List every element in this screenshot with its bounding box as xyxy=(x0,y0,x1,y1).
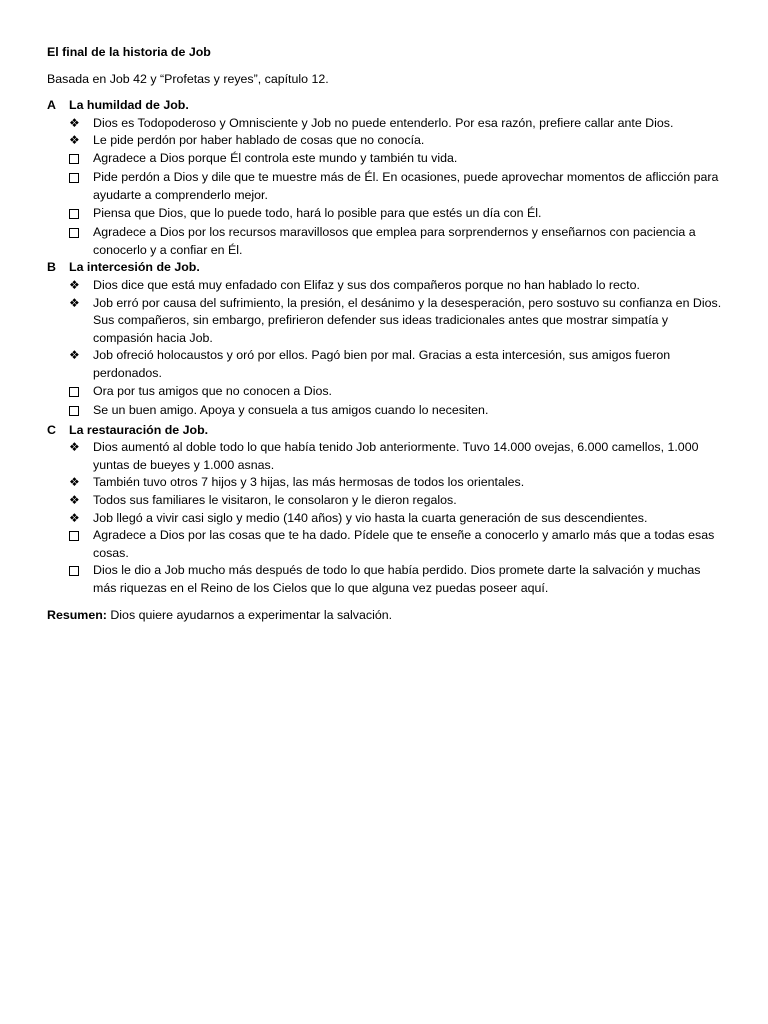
summary-text: Dios quiere ayudarnos a experimentar la salvación. xyxy=(110,607,393,622)
list-item xyxy=(47,527,727,562)
list-item xyxy=(47,383,727,403)
section-heading-text: La intercesión de Job. xyxy=(69,260,200,275)
list-item xyxy=(47,115,727,133)
section-item-list xyxy=(47,277,727,422)
list-item xyxy=(47,295,727,348)
list-item-text: Dios aumentó al doble todo lo que había tenido Job anteriormente. Tuvo 14.000 ovejas, 6.000 camellos, 1.000 yuntas de bueyes y 1.000 asnas. xyxy=(93,440,699,472)
section-item-list xyxy=(47,439,727,597)
section-heading xyxy=(47,422,727,440)
section-heading xyxy=(47,97,727,115)
section-item-list xyxy=(47,115,727,260)
list-item xyxy=(47,205,727,225)
summary xyxy=(47,606,727,624)
list-item-text: Job erró por causa del sufrimiento, la presión, el desánimo y la desesperación, pero sostuvo su confianza en Dios. Sus compañeros, sin embargo, prefirieron defender sus ideas tradicionales antes que mostrar simpatía y compasión hacia Job. xyxy=(93,295,722,345)
diamond-bullet-icon: ❖ xyxy=(69,133,80,148)
checkbox-icon xyxy=(69,224,93,259)
list-item xyxy=(47,439,727,474)
list-item-text: Agradece a Dios porque Él controla este mundo y también tu vida. xyxy=(93,150,458,165)
list-item xyxy=(47,347,727,382)
section-heading xyxy=(47,259,727,277)
sections-container xyxy=(47,97,727,598)
list-item-text: Dios le dio a Job mucho más después de todo lo que había perdido. Dios promete darte la salvación y muchas más riquezas en el Reino de los Cielos que lo que alguna vez puedas poseer aquí. xyxy=(93,563,701,596)
list-item-text: Todos sus familiares le visitaron, le consolaron y le dieron regalos. xyxy=(93,493,457,508)
list-item-text: También tuvo otros 7 hijos y 3 hijas, las más hermosas de todos los orientales. xyxy=(93,475,525,490)
list-item-text: Le pide perdón por haber hablado de cosas que no conocía. xyxy=(93,133,425,148)
summary-label: Resumen: xyxy=(47,607,107,622)
checkbox-icon xyxy=(69,205,93,225)
list-item xyxy=(47,562,727,597)
diamond-bullet-icon: ❖ xyxy=(69,493,80,508)
page-subtitle: Basada en Job 42 y “Profetas y reyes”, capítulo 12. xyxy=(47,72,329,86)
page-title: El final de la historia de Job xyxy=(47,45,211,59)
checkbox-icon xyxy=(69,169,93,204)
list-item-text: Pide perdón a Dios y dile que te muestre más de Él. En ocasiones, puede aprovechar momentos de aflicción para ayudarte a comprenderlo mejor. xyxy=(93,170,719,202)
list-item xyxy=(47,402,727,422)
list-item xyxy=(47,474,727,492)
list-item-text: Job llegó a vivir casi siglo y medio (140 años) y vio hasta la cuarta generación de sus descendientes. xyxy=(93,510,648,525)
checkbox-icon xyxy=(69,383,93,403)
checkbox-icon xyxy=(69,562,93,597)
section-heading-text: La restauración de Job. xyxy=(69,422,209,437)
list-item-text: Job ofreció holocaustos y oró por ellos. Pagó bien por mal. Gracias a esta intercesión, sus amigos fueron perdonados. xyxy=(93,348,671,380)
list-item xyxy=(47,132,727,150)
list-item xyxy=(47,510,727,528)
section-letter: A xyxy=(47,98,56,112)
section-heading-text: La humildad de Job. xyxy=(69,98,189,112)
diamond-bullet-icon: ❖ xyxy=(69,295,80,310)
list-item-text: Dios dice que está muy enfadado con Elifaz y sus dos compañeros porque no han hablado lo recto. xyxy=(93,277,640,292)
list-item-text: Agradece a Dios por las cosas que te ha dado. Pídele que te enseñe a conocerlo y amarlo más que a todas esas cosas. xyxy=(93,528,715,560)
list-item-text: Agradece a Dios por los recursos maravillosos que emplea para sorprendernos y enseñarnos con paciencia a conocerlo y a confiar en Él. xyxy=(93,225,696,257)
list-item-text: Dios es Todopoderoso y Omnisciente y Job no puede entenderlo. Por esa razón, prefiere callar ante Dios. xyxy=(93,115,674,130)
list-item-text: Piensa que Dios, que lo puede todo, hará lo posible para que estés un día con Él. xyxy=(93,205,542,220)
checkbox-icon xyxy=(69,150,93,170)
diamond-bullet-icon: ❖ xyxy=(69,277,80,292)
list-item xyxy=(47,224,727,259)
diamond-bullet-icon: ❖ xyxy=(69,115,80,130)
checkbox-icon xyxy=(69,402,93,422)
diamond-bullet-icon: ❖ xyxy=(69,348,80,363)
checkbox-icon xyxy=(69,527,93,562)
diamond-bullet-icon: ❖ xyxy=(69,475,80,490)
list-item xyxy=(47,150,727,170)
list-item xyxy=(47,492,727,510)
diamond-bullet-icon: ❖ xyxy=(69,440,80,455)
list-item-text: Se un buen amigo. Apoya y consuela a tus amigos cuando lo necesiten. xyxy=(93,403,489,418)
list-item xyxy=(47,277,727,295)
document-content xyxy=(47,43,727,624)
list-item xyxy=(47,169,727,204)
diamond-bullet-icon: ❖ xyxy=(69,510,80,525)
list-item-text: Ora por tus amigos que no conocen a Dios. xyxy=(93,383,332,398)
section-letter: C xyxy=(47,422,56,437)
section-letter: B xyxy=(47,260,56,275)
